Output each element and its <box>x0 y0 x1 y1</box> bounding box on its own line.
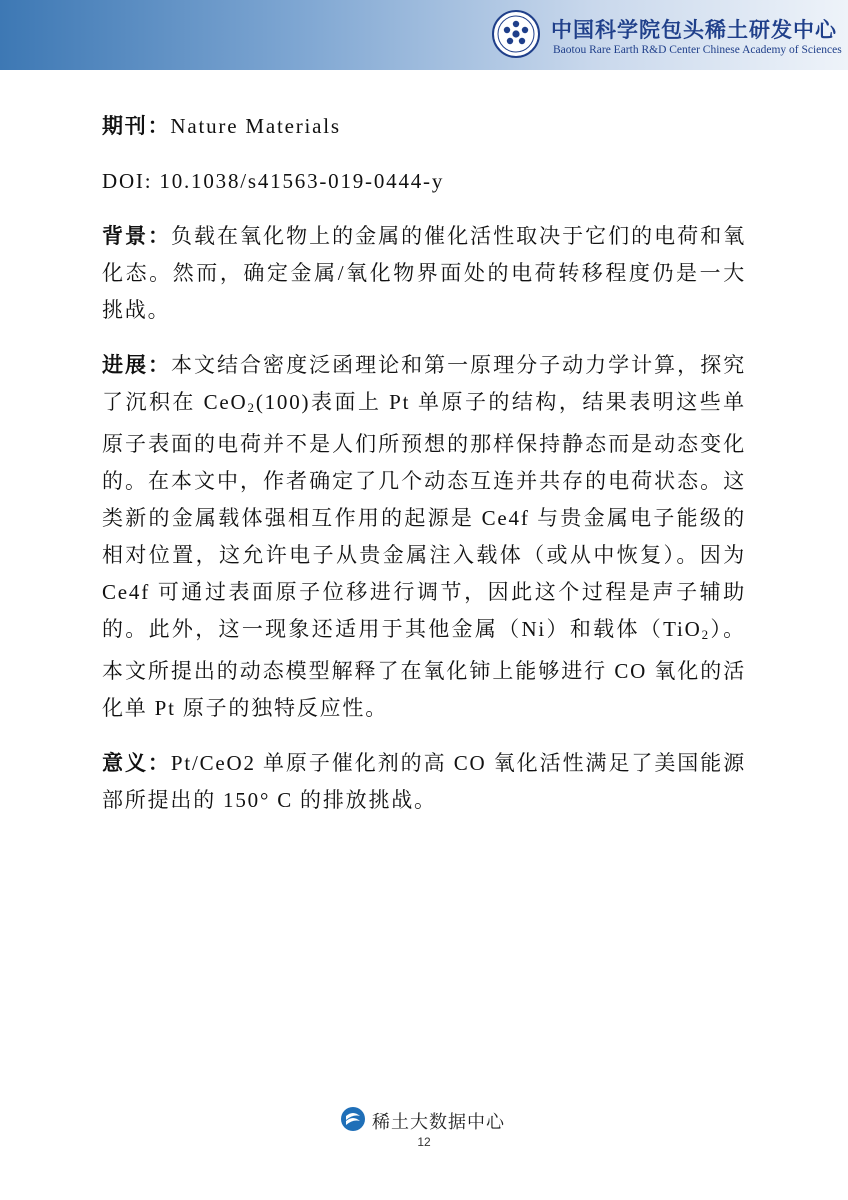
cas-logo-icon <box>492 10 540 58</box>
page-number: 12 <box>417 1135 431 1149</box>
progress-text-1: 本文结合密度泛函理论和第一原理分子动力学计算，探究了沉积在 CeO <box>102 353 747 414</box>
org-name-cn: 中国科学院包头稀土研发中心 <box>551 18 837 42</box>
big-data-logo-icon <box>340 1106 366 1132</box>
progress-text-3: ）。本文所提出的动态模型解释了在氧化铈上能够进行 CO 氧化的活化单 Pt 原子的独特反应性。 <box>102 617 746 720</box>
progress-text-2: (100)表面上 Pt 单原子的结构，结果表明这些单原子表面的电荷并不是人们所预想的那样保持静态而是动态变化的。在本文中，作者确定了几个动态互连并共存的电荷状态。这类新的金属载体强相互作用的起源是 Ce4f 与贵金属电子能级的相对位置，这允许电子从贵金属注入载体（或从中恢复）。因为 Ce4f 可通过表面原子位移进行调节，因此这个过程是声子辅助的。此外，这一现象还适用于其他金属（Ni）和载体（TiO <box>102 390 746 641</box>
background-paragraph <box>102 218 746 329</box>
journal-value: Nature Materials <box>170 114 341 138</box>
progress-paragraph <box>102 347 746 727</box>
journal-line <box>102 108 746 145</box>
footer-brand: 稀土大数据中心 <box>372 1112 505 1133</box>
background-text: 负载在氧化物上的金属的催化活性取决于它们的电荷和氧化态。然而，确定金属/氧化物界面处的电荷转移程度仍是一大挑战。 <box>102 224 747 322</box>
progress-label: 进展： <box>102 353 172 377</box>
progress-subscript-1: 2 <box>247 400 256 415</box>
significance-paragraph <box>102 745 746 819</box>
article-body <box>102 108 746 819</box>
background-label: 背景： <box>102 224 172 248</box>
doi-line: DOI: 10.1038/s41563-019-0444-y <box>102 169 445 193</box>
significance-text: Pt/CeO2 单原子催化剂的高 CO 氧化活性满足了美国能源部所提出的 150° C 的排放挑战。 <box>102 751 746 812</box>
significance-label: 意义： <box>102 751 171 775</box>
progress-subscript-2: 2 <box>701 627 710 642</box>
journal-label: 期刊： <box>102 114 171 138</box>
org-name-en: Baotou Rare Earth R&D Center Chinese Academy of Sciences <box>553 44 842 56</box>
